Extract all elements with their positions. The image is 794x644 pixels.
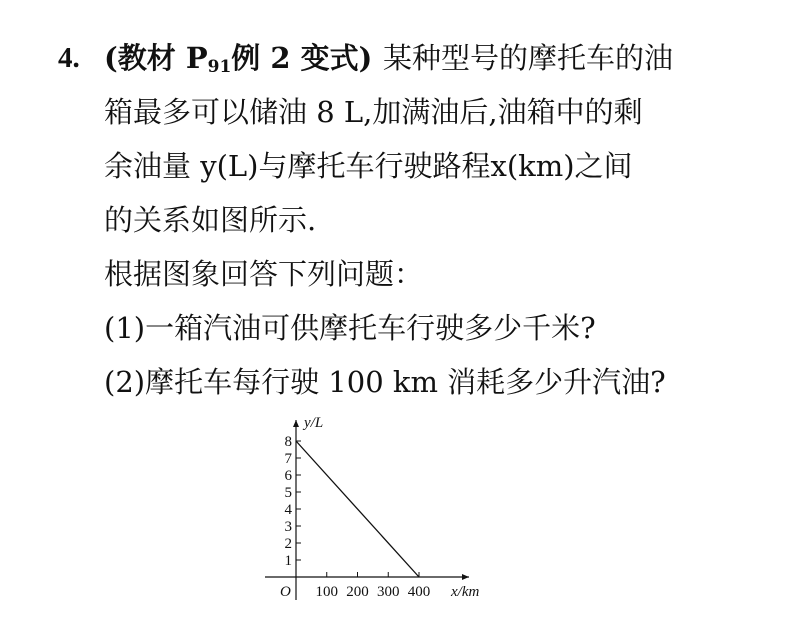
fuel-distance-chart	[255, 412, 515, 612]
y-tick-label: 4	[284, 502, 292, 518]
y-tick-label: 7	[284, 451, 292, 467]
y-tick-label: 3	[284, 519, 292, 535]
y-tick-label: 6	[284, 468, 292, 484]
y-tick-label: 1	[284, 553, 292, 569]
problem-number: 4.	[58, 42, 80, 74]
y-axis-label: y/L	[304, 415, 324, 431]
x-axis-arrow	[462, 574, 469, 580]
x-tick-label: 300	[377, 584, 400, 600]
x-tick-label: 200	[346, 584, 369, 600]
x-axis-label: x/km	[451, 584, 480, 600]
source-reference: (教材 $P_{91}$例 2 变式)	[104, 41, 373, 77]
y-tick-label: 5	[284, 485, 292, 501]
x-tick-label: 100	[315, 584, 338, 600]
data-line-0	[296, 441, 419, 577]
x-tick-label: 400	[407, 584, 431, 600]
problem-line-1-text: 某种型号的摩托车的油	[383, 41, 674, 75]
origin-label: O	[280, 584, 291, 600]
y-axis-arrow	[293, 420, 299, 427]
y-tick-label: 2	[284, 536, 292, 552]
y-tick-label: 8	[284, 434, 292, 450]
